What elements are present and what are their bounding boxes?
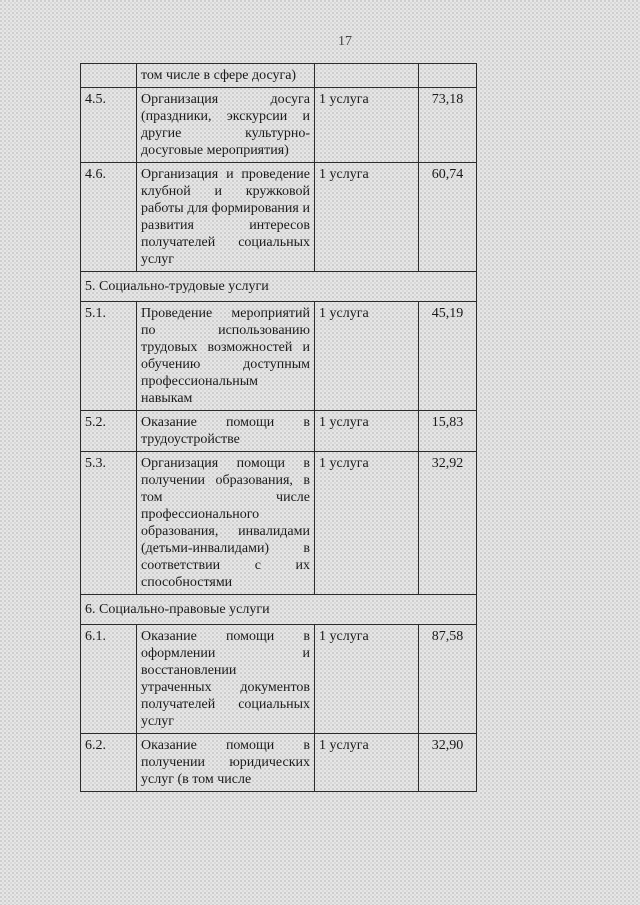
cell-number: 6.2. [81,734,137,792]
table-row-6-1 [81,625,477,734]
cell-service-name: Организация помощи в получении образования, в том числе профессионального образования, инвалидами (детьми-инвалидами) в соответствии с их способностями [137,452,315,595]
cell-price: 45,19 [419,302,477,411]
cell-unit: 1 услуга [315,452,419,595]
cell-price: 73,18 [419,88,477,163]
table-row-continuation [81,64,477,88]
cell-service-name: Оказание помощи в трудоустройстве [137,411,315,452]
cell-price: 15,83 [419,411,477,452]
section-header-6 [81,595,477,625]
cell-unit: 1 услуга [315,734,419,792]
cell-service-name: Организация досуга (праздники, экскурсии и другие культурно-досуговые мероприятия) [137,88,315,163]
cell-price: 32,90 [419,734,477,792]
table-row-5-2 [81,411,477,452]
cell-number: 6.1. [81,625,137,734]
section-title: 5. Социально-трудовые услуги [81,272,477,302]
cell-number: 5.2. [81,411,137,452]
cell-service-name: Оказание помощи в получении юридических услуг (в том числе [137,734,315,792]
cell-price: 60,74 [419,163,477,272]
cell-price [419,64,477,88]
cell-service-name: Организация и проведение клубной и кружковой работы для формирования и развития интересов получателей социальных услуг [137,163,315,272]
cell-service-name: том числе в сфере досуга) [137,64,315,88]
cell-number: 4.6. [81,163,137,272]
table-row-5-1 [81,302,477,411]
cell-number: 4.5. [81,88,137,163]
table-row-5-3 [81,452,477,595]
page-number: 17 [338,34,352,49]
cell-price: 32,92 [419,452,477,595]
section-title: 6. Социально-правовые услуги [81,595,477,625]
table-row-4-6 [81,163,477,272]
table-row-6-2 [81,734,477,792]
cell-unit: 1 услуга [315,625,419,734]
cell-number [81,64,137,88]
cell-unit [315,64,419,88]
cell-unit: 1 услуга [315,163,419,272]
cell-service-name: Оказание помощи в оформлении и восстановлении утраченных документов получателей социальных услуг [137,625,315,734]
section-header-5 [81,272,477,302]
cell-unit: 1 услуга [315,411,419,452]
cell-price: 87,58 [419,625,477,734]
cell-unit: 1 услуга [315,88,419,163]
cell-unit: 1 услуга [315,302,419,411]
table-row-4-5 [81,88,477,163]
services-price-table [80,63,477,792]
cell-number: 5.3. [81,452,137,595]
cell-number: 5.1. [81,302,137,411]
cell-service-name: Проведение мероприятий по использованию трудовых возможностей и обучению доступным профессиональным навыкам [137,302,315,411]
